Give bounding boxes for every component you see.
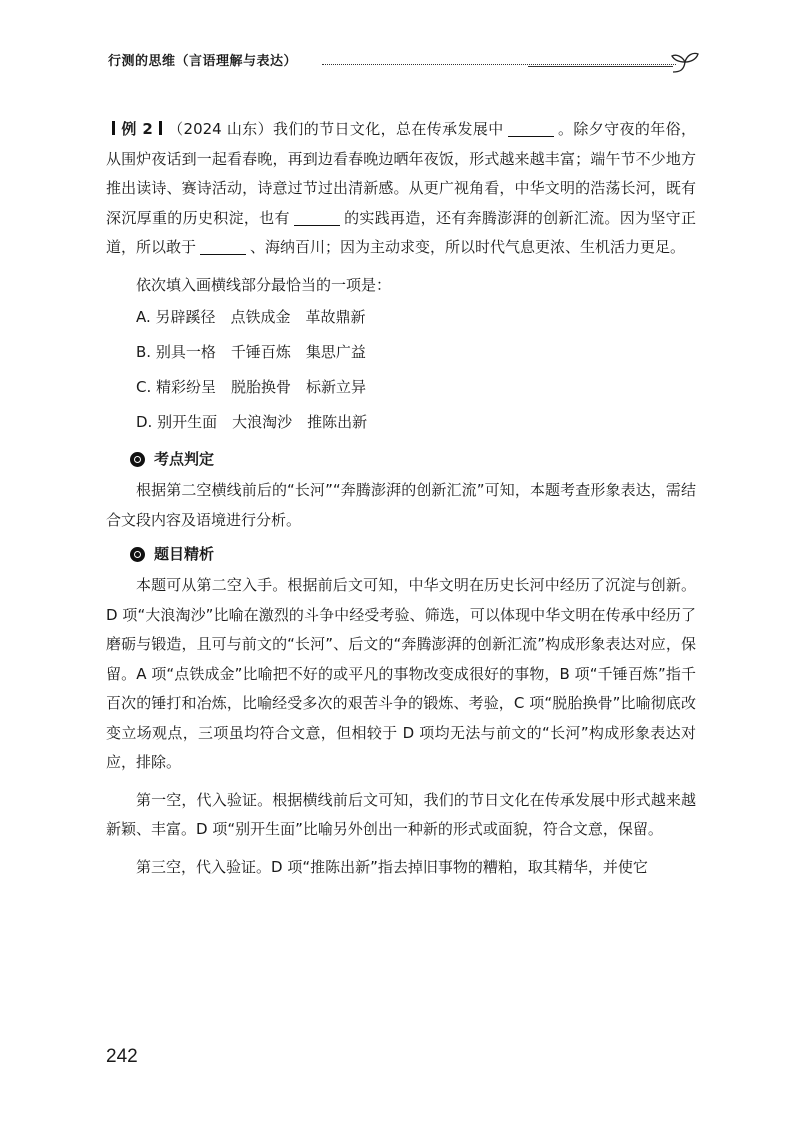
example-paragraph <box>106 115 696 263</box>
explanation-paragraph-1: 本题可从第二空入手。根据前后文可知，中华文明在历史长河中经历了沉淀与创新。D 项“大浪淘沙”比喻在激烈的斗争中经受考验、筛选，可以体现中华文明在传承中经历了磨砺与锻造，且可与前文的“长河”、后文的“奔腾澎湃的创新汇流”构成形象表达对应，保留。A 项“点铁成金”比喻把不好的或平凡的事物改变成很好的事物，B 项“千锤百炼”指千百次的锤打和冶炼，比喻经受多次的艰苦斗争的锻炼、考验，C 项“脱胎换骨”比喻彻底改变立场观点，三项虽均符合文意，但相较于 D 项均无法与前文的“长河”构成形象表达对应，排除。 <box>106 576 696 771</box>
example-text-4: 、海纳百川；因为主动求变，所以时代气息更浓、生机活力更足。 <box>250 238 686 256</box>
header-rule-solid <box>528 66 673 67</box>
target-icon <box>130 547 145 562</box>
tag-bar-right <box>159 121 162 135</box>
section1-title: 考点判定 <box>154 450 215 468</box>
example-label: 例 2 <box>121 120 153 138</box>
option-b: B. 别具一格 千锤百炼 集思广益 <box>136 343 366 361</box>
option-list <box>136 300 696 440</box>
section2-title: 题目精析 <box>154 545 215 563</box>
blank-3 <box>200 240 246 255</box>
example-tag <box>106 120 168 138</box>
section-heading-explanation <box>130 537 696 571</box>
option-c: C. 精彩纷呈 脱胎换骨 标新立异 <box>136 378 367 396</box>
page-content <box>106 115 696 882</box>
example-text-1: 我们的节日文化，总在传承发展中 <box>272 120 504 138</box>
blank-1 <box>508 122 554 137</box>
header-title: 行测的思维（言语理解与表达） <box>108 54 298 69</box>
blank-2 <box>294 211 340 226</box>
option-d: D. 别开生面 大浪淘沙 推陈出新 <box>136 413 368 431</box>
explanation-paragraph-3: 第三空，代入验证。D 项“推陈出新”指去掉旧事物的糟粕，取其精华，并使它 <box>136 857 648 876</box>
section-heading-analysis <box>130 442 696 476</box>
section1-text: 根据第二空横线前后的“长河”“奔腾澎湃的创新汇流”可知，本题考查形象表达，需结合文段内容及语境进行分析。 <box>106 481 696 529</box>
page-number: 242 <box>106 1046 138 1067</box>
example-source: （2024 山东） <box>167 120 273 138</box>
tag-bar-left <box>112 121 115 135</box>
sprout-icon <box>670 48 700 74</box>
option-a: A. 另辟蹊径 点铁成金 革故鼎新 <box>136 308 366 326</box>
target-icon <box>130 452 145 467</box>
explanation-paragraph-2: 第一空，代入验证。根据横线前后文可知，我们的节日文化在传承发展中形式越来越新颖、丰富。D 项“别开生面”比喻另外创出一种新的形式或面貌，符合文意，保留。 <box>106 790 696 838</box>
example-text-3: 的实践再造，还有奔腾澎湃的创新汇流。因为坚守正道，所以敢于 <box>106 208 696 256</box>
example-text-2: 。除夕守夜的年俗，从围炉夜话到一起看春晚，再到边看春晚边晒年夜饭，形式越来越丰富；端午节不少地方推出读诗、赛诗活动，诗意过节过出清新感。从更广视角看，中华文明的浩荡长河，既有深沉厚重的历史积淀，也有 <box>106 120 696 227</box>
header-rule <box>322 64 676 65</box>
running-header <box>108 48 698 78</box>
question-text: 依次填入画横线部分最恰当的一项是： <box>136 275 392 294</box>
